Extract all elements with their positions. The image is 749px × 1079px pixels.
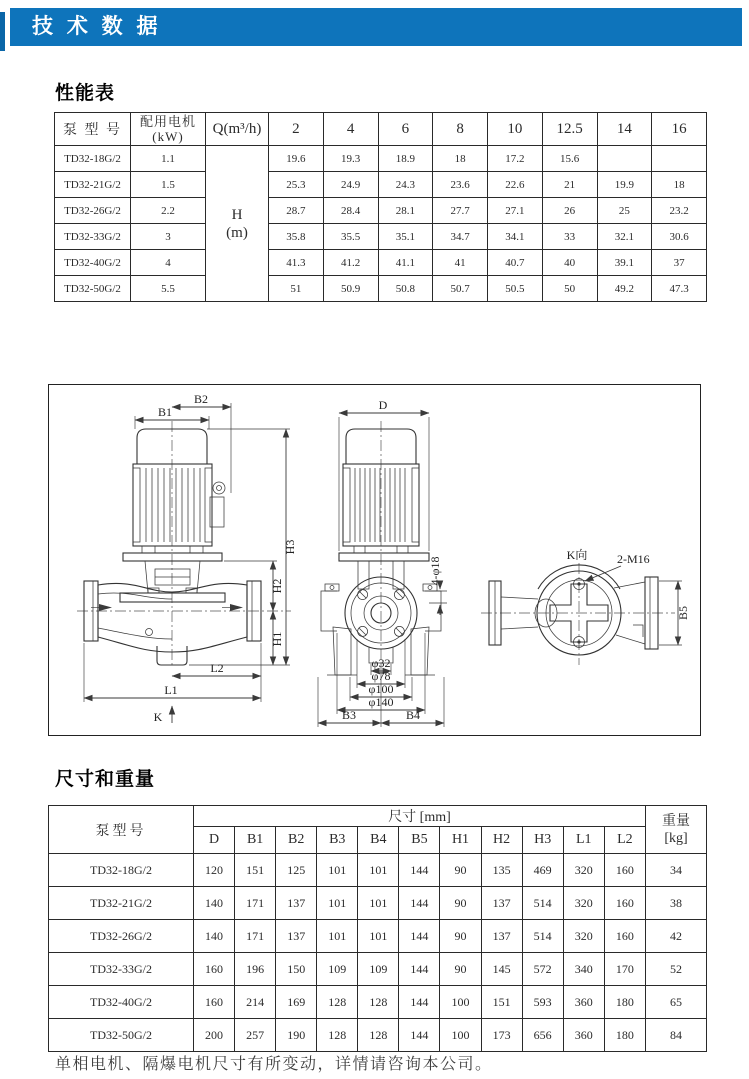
power-cell: 1.1 — [131, 146, 206, 172]
dim-cell: 169 — [276, 986, 317, 1019]
banner-accent-strip — [0, 12, 5, 51]
dim-cell: 160 — [604, 887, 645, 920]
head-unit-line2: (m) — [226, 224, 248, 241]
head-value-cell: 50.5 — [488, 276, 543, 302]
dims-col-letter: B3 — [317, 827, 358, 854]
dimensions-table — [48, 805, 707, 1052]
perf-col-motor — [131, 113, 206, 146]
model-cell: TD32-33G/2 — [55, 224, 131, 250]
dim-cell: 128 — [358, 986, 399, 1019]
perf-col-q: Q(m³/h) — [206, 113, 269, 146]
head-value-cell: 33 — [542, 224, 597, 250]
dims-col-letter: B1 — [235, 827, 276, 854]
dim-cell: 196 — [235, 953, 276, 986]
dim-cell: 514 — [522, 887, 563, 920]
dim-cell: 173 — [481, 1019, 522, 1052]
head-value-cell: 24.9 — [323, 172, 378, 198]
head-value-cell: 39.1 — [597, 250, 652, 276]
dim-cell: 144 — [399, 953, 440, 986]
table-row — [55, 250, 707, 276]
head-value-cell: 23.2 — [652, 198, 707, 224]
dim-cell: 160 — [194, 986, 235, 1019]
table-row — [49, 1019, 707, 1052]
head-value-cell — [597, 146, 652, 172]
dim-cell: 128 — [317, 1019, 358, 1052]
head-value-cell: 17.2 — [488, 146, 543, 172]
dim-cell: 144 — [399, 1019, 440, 1052]
head-value-cell: 41.1 — [378, 250, 433, 276]
weight-cell: 84 — [646, 1019, 707, 1052]
dim-label-h1: H1 — [270, 631, 284, 647]
perf-col-flow: 2 — [269, 113, 324, 146]
head-value-cell: 34.7 — [433, 224, 488, 250]
model-cell: TD32-26G/2 — [55, 198, 131, 224]
dim-label-h3: H3 — [283, 539, 297, 555]
dims-col-weight-line1: 重量 — [662, 813, 690, 829]
dim-cell: 137 — [481, 887, 522, 920]
head-value-cell: 25.3 — [269, 172, 324, 198]
head-value-cell: 24.3 — [378, 172, 433, 198]
head-value-cell: 47.3 — [652, 276, 707, 302]
dim-cell: 160 — [604, 854, 645, 887]
head-value-cell: 18 — [433, 146, 488, 172]
dim-label-b4: B4 — [405, 708, 421, 722]
weight-cell: 38 — [646, 887, 707, 920]
perf-col-motor-line2: (kW) — [152, 129, 184, 144]
dim-cell: 180 — [604, 986, 645, 1019]
table-row — [49, 920, 707, 953]
dims-col-letter: L2 — [604, 827, 645, 854]
head-value-cell: 27.1 — [488, 198, 543, 224]
dim-cell: 656 — [522, 1019, 563, 1052]
performance-table — [54, 112, 707, 302]
model-cell: TD32-21G/2 — [49, 887, 194, 920]
head-value-cell: 41 — [433, 250, 488, 276]
model-cell: TD32-50G/2 — [55, 276, 131, 302]
dim-label-l2: L2 — [210, 661, 224, 675]
dims-col-letter: H3 — [522, 827, 563, 854]
dims-col-letter: H2 — [481, 827, 522, 854]
head-value-cell: 21 — [542, 172, 597, 198]
dim-cell: 140 — [194, 920, 235, 953]
head-value-cell: 18 — [652, 172, 707, 198]
dim-cell: 90 — [440, 953, 481, 986]
head-value-cell: 50.7 — [433, 276, 488, 302]
dim-cell: 171 — [235, 887, 276, 920]
power-cell: 3 — [131, 224, 206, 250]
perf-col-flow: 14 — [597, 113, 652, 146]
page-title: 技 术 数 据 — [32, 15, 162, 38]
dim-cell: 320 — [563, 887, 604, 920]
dim-cell: 145 — [481, 953, 522, 986]
head-value-cell: 19.6 — [269, 146, 324, 172]
head-value-cell: 19.3 — [323, 146, 378, 172]
dim-cell: 90 — [440, 887, 481, 920]
power-cell: 2.2 — [131, 198, 206, 224]
dim-cell: 137 — [276, 887, 317, 920]
dim-cell: 135 — [481, 854, 522, 887]
perf-col-flow: 10 — [488, 113, 543, 146]
table-row — [49, 986, 707, 1019]
dim-label-b1: B1 — [157, 405, 173, 419]
dim-cell: 90 — [440, 920, 481, 953]
dim-label-2m16: 2-M16 — [617, 552, 650, 566]
dim-cell: 144 — [399, 887, 440, 920]
head-value-cell: 35.1 — [378, 224, 433, 250]
dim-cell: 257 — [235, 1019, 276, 1052]
power-cell: 4 — [131, 250, 206, 276]
dim-cell: 160 — [194, 953, 235, 986]
dim-label-d32: φ32 — [371, 656, 391, 670]
table-row — [55, 224, 707, 250]
dim-label-b3: B3 — [341, 708, 357, 722]
dim-label-d100: φ100 — [368, 682, 394, 696]
view-label-k: K向 — [566, 548, 588, 562]
dim-label-d140: φ140 — [368, 695, 394, 709]
head-value-cell: 28.7 — [269, 198, 324, 224]
dim-cell: 151 — [235, 854, 276, 887]
head-value-cell: 37 — [652, 250, 707, 276]
head-value-cell: 23.6 — [433, 172, 488, 198]
table-row — [49, 854, 707, 887]
weight-cell: 34 — [646, 854, 707, 887]
head-value-cell: 40.7 — [488, 250, 543, 276]
weight-cell: 42 — [646, 920, 707, 953]
dim-cell: 100 — [440, 986, 481, 1019]
weight-cell: 52 — [646, 953, 707, 986]
dim-label-d78: φ78 — [371, 669, 391, 683]
performance-heading: 性能表 — [55, 83, 116, 104]
dim-cell: 144 — [399, 854, 440, 887]
head-value-cell: 35.5 — [323, 224, 378, 250]
head-value-cell: 28.4 — [323, 198, 378, 224]
dim-cell: 171 — [235, 920, 276, 953]
model-cell: TD32-40G/2 — [55, 250, 131, 276]
head-unit-line1: H — [231, 206, 243, 223]
head-value-cell: 40 — [542, 250, 597, 276]
weight-cell: 65 — [646, 986, 707, 1019]
dim-cell: 101 — [317, 920, 358, 953]
dim-cell: 128 — [358, 1019, 399, 1052]
dim-cell: 180 — [604, 1019, 645, 1052]
head-value-cell: 32.1 — [597, 224, 652, 250]
head-value-cell: 30.6 — [652, 224, 707, 250]
dim-cell: 593 — [522, 986, 563, 1019]
table-row — [49, 953, 707, 986]
dim-label-k: K — [153, 710, 163, 724]
pump-front-view — [318, 398, 447, 727]
dims-col-letter: L1 — [563, 827, 604, 854]
head-value-cell: 15.6 — [542, 146, 597, 172]
head-value-cell: 50 — [542, 276, 597, 302]
dim-cell: 109 — [358, 953, 399, 986]
table-row — [55, 198, 707, 224]
dims-col-letter: B4 — [358, 827, 399, 854]
dim-cell: 320 — [563, 854, 604, 887]
head-value-cell: 18.9 — [378, 146, 433, 172]
table-row — [55, 172, 707, 198]
dim-cell: 120 — [194, 854, 235, 887]
dim-cell: 150 — [276, 953, 317, 986]
dim-cell: 214 — [235, 986, 276, 1019]
dim-label-b2: B2 — [193, 392, 209, 406]
dims-col-letter: B2 — [276, 827, 317, 854]
head-unit-cell — [206, 146, 269, 302]
model-cell: TD32-33G/2 — [49, 953, 194, 986]
dim-cell: 101 — [358, 854, 399, 887]
power-cell: 1.5 — [131, 172, 206, 198]
dim-cell: 140 — [194, 887, 235, 920]
perf-col-flow: 16 — [652, 113, 707, 146]
perf-col-flow: 12.5 — [542, 113, 597, 146]
model-cell: TD32-18G/2 — [55, 146, 131, 172]
perf-col-flow: 6 — [378, 113, 433, 146]
perf-col-motor-line1: 配用电机 — [139, 114, 196, 129]
table-row — [49, 887, 707, 920]
dimensions-heading: 尺寸和重量 — [55, 769, 156, 790]
dim-cell: 469 — [522, 854, 563, 887]
dims-group-header-row — [49, 806, 707, 827]
pump-top-view — [481, 548, 690, 665]
dims-col-letter: H1 — [440, 827, 481, 854]
model-cell: TD32-21G/2 — [55, 172, 131, 198]
dim-cell: 100 — [440, 1019, 481, 1052]
dim-cell: 128 — [317, 986, 358, 1019]
head-value-cell: 50.8 — [378, 276, 433, 302]
table-row — [55, 146, 707, 172]
head-value-cell — [652, 146, 707, 172]
dim-cell: 514 — [522, 920, 563, 953]
dim-cell: 170 — [604, 953, 645, 986]
dim-label-b5: B5 — [676, 605, 690, 621]
head-value-cell: 19.9 — [597, 172, 652, 198]
dim-cell: 125 — [276, 854, 317, 887]
dim-cell: 160 — [604, 920, 645, 953]
head-value-cell: 28.1 — [378, 198, 433, 224]
head-value-cell: 50.9 — [323, 276, 378, 302]
dim-cell: 572 — [522, 953, 563, 986]
head-value-cell: 22.6 — [488, 172, 543, 198]
perf-col-model: 泵 型 号 — [55, 113, 131, 146]
head-value-cell: 41.2 — [323, 250, 378, 276]
dim-cell: 109 — [317, 953, 358, 986]
table-row — [55, 276, 707, 302]
performance-header-row — [55, 113, 707, 146]
dim-cell: 151 — [481, 986, 522, 1019]
dim-cell: 137 — [276, 920, 317, 953]
model-cell: TD32-40G/2 — [49, 986, 194, 1019]
dim-cell: 340 — [563, 953, 604, 986]
dim-cell: 320 — [563, 920, 604, 953]
footnote: 单相电机、隔爆电机尺寸有所变动，详情请咨询本公司。 — [55, 1056, 493, 1073]
head-value-cell: 25 — [597, 198, 652, 224]
pump-side-view — [77, 392, 297, 724]
dim-cell: 101 — [317, 887, 358, 920]
dims-col-weight — [646, 806, 707, 854]
perf-col-flow: 4 — [323, 113, 378, 146]
dim-cell: 144 — [399, 986, 440, 1019]
dim-label-d: D — [378, 398, 388, 412]
model-cell: TD32-50G/2 — [49, 1019, 194, 1052]
model-cell: TD32-18G/2 — [49, 854, 194, 887]
dim-cell: 190 — [276, 1019, 317, 1052]
power-cell: 5.5 — [131, 276, 206, 302]
head-value-cell: 51 — [269, 276, 324, 302]
dim-label-bolt-holes: 4-φ18 — [428, 556, 442, 586]
dim-cell: 144 — [399, 920, 440, 953]
head-value-cell: 26 — [542, 198, 597, 224]
dimension-drawing — [48, 384, 701, 736]
head-value-cell: 41.3 — [269, 250, 324, 276]
banner — [10, 8, 742, 46]
dims-col-weight-line2: [kg] — [664, 830, 688, 846]
dim-cell: 360 — [563, 1019, 604, 1052]
dims-col-model: 泵型号 — [49, 806, 194, 854]
dim-cell: 137 — [481, 920, 522, 953]
pump-drawing-svg — [49, 385, 700, 735]
dim-label-l1: L1 — [164, 683, 178, 697]
dim-label-h2: H2 — [270, 578, 284, 594]
dim-cell: 101 — [317, 854, 358, 887]
perf-col-flow: 8 — [433, 113, 488, 146]
dim-cell: 200 — [194, 1019, 235, 1052]
model-cell: TD32-26G/2 — [49, 920, 194, 953]
head-value-cell: 27.7 — [433, 198, 488, 224]
dim-cell: 360 — [563, 986, 604, 1019]
dims-group-header: 尺寸 [mm] — [194, 806, 646, 827]
head-value-cell: 34.1 — [488, 224, 543, 250]
dim-cell: 101 — [358, 887, 399, 920]
dims-col-letter: D — [194, 827, 235, 854]
head-value-cell: 35.8 — [269, 224, 324, 250]
head-value-cell: 49.2 — [597, 276, 652, 302]
dim-cell: 101 — [358, 920, 399, 953]
dim-cell: 90 — [440, 854, 481, 887]
dims-col-letter: B5 — [399, 827, 440, 854]
